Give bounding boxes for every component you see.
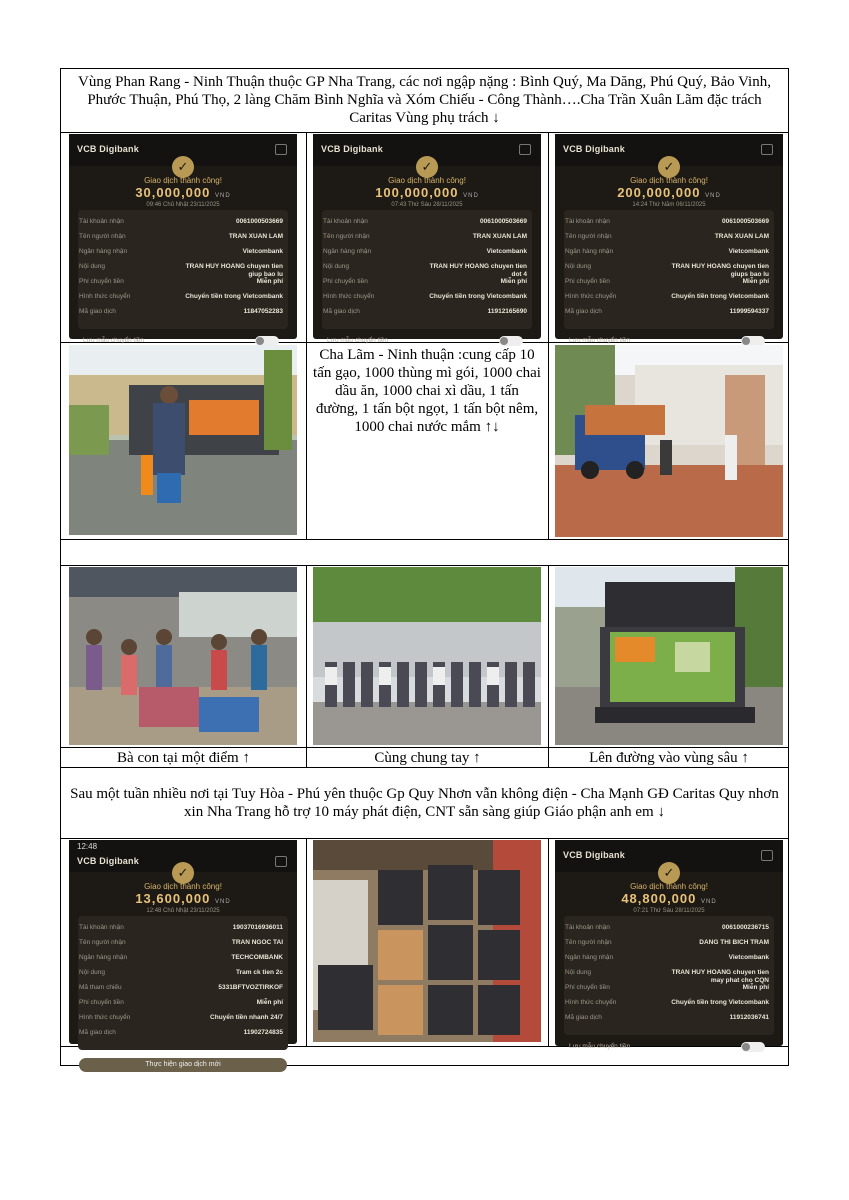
transaction-datetime: 07:43 Thứ Sáu 28/11/2025 [391, 202, 463, 208]
detail-value: Vietcombank [242, 248, 283, 255]
amount-currency: VND [215, 899, 231, 905]
bank-receipt-screenshot [555, 840, 783, 1050]
success-check-icon: ✓ [658, 862, 680, 884]
bank-receipt-screenshot [313, 134, 541, 344]
success-check-icon: ✓ [172, 862, 194, 884]
detail-value: Chuyển tiền trong Vietcombank [671, 999, 769, 1006]
detail-label: Tên người nhận [79, 233, 126, 240]
home-icon[interactable] [275, 144, 287, 155]
transaction-datetime: 09:46 Chủ Nhật 23/11/2025 [146, 202, 220, 208]
section1-heading: Vùng Phan Rang - Ninh Thuận thuộc GP Nha Trang, các nơi ngập nặng : Bình Quý, Ma Dăng, Phú Quý, Bảo Vinh, Phước Thuận, Phú Thọ, 2 làng Chăm Bình Nghĩa và Xóm Chiếu - Công Thành….Cha Trần Xuân Lãm đặc trách Caritas Vùng phụ trách ↓ [78, 74, 771, 126]
success-check-icon: ✓ [658, 156, 680, 178]
detail-value: 0061000503669 [480, 218, 527, 225]
transaction-amount [69, 185, 297, 200]
bank-brand: VCB Digibank [77, 144, 139, 154]
photo-unloading-truck [69, 345, 297, 535]
transaction-datetime: 14:24 Thứ Năm 06/11/2025 [632, 202, 706, 208]
bank-receipt-screenshot [69, 840, 297, 1068]
transaction-status: Giao dịch thành công! [388, 176, 466, 185]
photo-generators-boxes [313, 840, 541, 1042]
detail-label: Hình thức chuyển [323, 293, 375, 300]
detail-value: TRAN XUAN LAM [228, 233, 283, 240]
amount-currency: VND [215, 193, 231, 199]
rule [306, 838, 307, 1046]
detail-value: 11847052283 [243, 308, 283, 315]
home-icon[interactable] [519, 144, 531, 155]
transaction-amount [69, 891, 297, 906]
rule [306, 132, 307, 539]
bank-receipt-screenshot [555, 134, 783, 344]
rule [60, 747, 789, 748]
detail-value: Vietcombank [728, 248, 769, 255]
detail-label: Tên người nhận [565, 233, 612, 240]
detail-label: Mã giao dịch [79, 308, 116, 315]
detail-label: Mã giao dịch [565, 1014, 602, 1021]
amount-currency: VND [705, 193, 721, 199]
detail-label: Ngân hàng nhận [323, 248, 372, 255]
rule [306, 565, 307, 767]
transaction-amount [555, 891, 783, 906]
bank-brand: VCB Digibank [563, 144, 625, 154]
supplies-description: Cha Lãm - Ninh thuận :cung cấp 10 tấn gạo, 1000 thùng mì gói, 1000 chai dầu ăn, 1000 chai xì dầu, 1 tấn đường, 1 tấn bột ngọt, 1 tấn bột nêm, 1000 chai nước mắm ↑↓ [313, 347, 541, 435]
rule [60, 342, 789, 343]
detail-value: 0061000503669 [236, 218, 283, 225]
bank-brand: VCB Digibank [77, 856, 139, 866]
save-template-toggle[interactable] [741, 1042, 765, 1052]
home-icon[interactable] [761, 144, 773, 155]
transaction-datetime: 12:48 Chủ Nhật 23/11/2025 [146, 908, 220, 914]
detail-value: Miễn phí [742, 278, 769, 285]
amount-value: 48,800,000 [621, 891, 697, 906]
detail-value: TRAN HUY HOANG chuyen tien may phat cho CQN [671, 969, 769, 984]
detail-value: Chuyển tiền trong Vietcombank [429, 293, 527, 300]
detail-label: Phí chuyển tiền [79, 999, 124, 1006]
detail-value: 11912165690 [487, 308, 527, 315]
detail-value: TRAN HUY HOANG chuyen tien giups bao lu [671, 263, 769, 278]
detail-label: Ngân hàng nhận [79, 248, 128, 255]
photo-people-gathering [69, 567, 297, 745]
amount-value: 100,000,000 [375, 185, 459, 200]
bank-brand: VCB Digibank [321, 144, 383, 154]
rule [60, 539, 789, 540]
rule [548, 132, 549, 539]
detail-label: Ngân hàng nhận [565, 954, 614, 961]
detail-label: Phí chuyển tiền [79, 278, 124, 285]
detail-value: TRAN HUY HOANG chuyen tien dot 4 [429, 263, 527, 278]
detail-value: 5331BFTVOZTIRKOF [218, 984, 283, 991]
rule [60, 132, 789, 133]
new-transaction-button[interactable]: Thực hiện giao dịch mới [79, 1058, 287, 1072]
photo-group-standing [313, 567, 541, 745]
rule [60, 565, 789, 566]
save-template-label: Lưu mẫu chuyển tiền [569, 1043, 631, 1050]
detail-value: 19037016936011 [232, 924, 283, 931]
detail-value: Chuyển tiền nhanh 24/7 [210, 1014, 283, 1021]
amount-value: 13,600,000 [135, 891, 211, 906]
amount-currency: VND [463, 193, 479, 199]
detail-label: Phí chuyển tiền [565, 984, 610, 991]
rule [60, 838, 789, 839]
detail-value: 0061000503669 [722, 218, 769, 225]
detail-label: Hình thức chuyển [565, 293, 617, 300]
detail-value: Miễn phí [256, 278, 283, 285]
success-check-icon: ✓ [172, 156, 194, 178]
detail-value: 11902724835 [243, 1029, 283, 1036]
detail-value: Miễn phí [500, 278, 527, 285]
save-template-toggle[interactable] [499, 336, 523, 346]
detail-label: Mã giao dịch [565, 308, 602, 315]
save-template-label: Lưu mẫu chuyển tiền [327, 337, 389, 344]
detail-value: Miễn phí [256, 999, 283, 1006]
rule [60, 767, 789, 768]
save-template-label: Lưu mẫu chuyển tiền [569, 337, 631, 344]
detail-label: Tên người nhận [565, 939, 612, 946]
detail-label: Tài khoản nhận [565, 924, 610, 931]
rule [548, 565, 549, 767]
photo-truck-loaded [555, 567, 783, 745]
section2-heading: Sau một tuần nhiều nơi tại Tuy Hòa - Phú yên thuộc Gp Quy Nhơn vẫn không điện - Cha Mạnh GĐ Caritas Quy nhơn xin Nha Trang hỗ trợ 10 máy phát điện, CNT sẵn sàng giúp Giáo phận anh em ↓ [70, 786, 779, 820]
transaction-datetime: 07:21 Thứ Sáu 28/11/2025 [633, 908, 705, 914]
status-bar-clock: 12:48 [77, 842, 98, 851]
detail-label: Tài khoản nhận [565, 218, 610, 225]
transaction-amount [555, 185, 783, 200]
transaction-status: Giao dịch thành công! [630, 176, 708, 185]
detail-label: Mã giao dịch [323, 308, 360, 315]
caption: Lên đường vào vùng sâu ↑ [589, 750, 749, 766]
detail-value: Chuyển tiền trong Vietcombank [671, 293, 769, 300]
detail-value: 0061000236715 [722, 924, 769, 931]
detail-label: Nội dung [79, 969, 106, 976]
bank-brand: VCB Digibank [563, 850, 625, 860]
amount-value: 200,000,000 [617, 185, 701, 200]
success-check-icon: ✓ [416, 156, 438, 178]
detail-label: Tài khoản nhận [79, 924, 124, 931]
detail-label: Mã giao dịch [79, 1029, 116, 1036]
detail-label: Hình thức chuyển [79, 1014, 131, 1021]
detail-value: TRAN XUAN LAM [714, 233, 769, 240]
bank-receipt-screenshot [69, 134, 297, 344]
detail-value: Vietcombank [728, 954, 769, 961]
detail-value: 11999594337 [729, 308, 769, 315]
transaction-amount [313, 185, 541, 200]
transaction-status: Giao dịch thành công! [630, 882, 708, 891]
detail-label: Nội dung [565, 969, 592, 976]
detail-label: Tài khoản nhận [323, 218, 368, 225]
rule [548, 838, 549, 1046]
detail-label: Hình thức chuyển [565, 999, 617, 1006]
detail-value: Vietcombank [486, 248, 527, 255]
detail-value: TRAN XUAN LAM [472, 233, 527, 240]
detail-label: Mã tham chiếu [79, 984, 122, 991]
home-icon[interactable] [275, 856, 287, 867]
detail-label: Nội dung [79, 263, 106, 270]
detail-label: Nội dung [323, 263, 350, 270]
detail-value: 11912036741 [729, 1014, 769, 1021]
detail-value: TECHCOMBANK [231, 954, 283, 961]
detail-label: Hình thức chuyển [79, 293, 131, 300]
detail-label: Tên người nhận [323, 233, 370, 240]
detail-value: DANG THI BICH TRAM [699, 939, 769, 946]
amount-value: 30,000,000 [135, 185, 211, 200]
detail-value: Miễn phí [742, 984, 769, 991]
detail-value: TRAN NGOC TAI [231, 939, 283, 946]
transaction-status: Giao dịch thành công! [144, 176, 222, 185]
detail-label: Ngân hàng nhận [565, 248, 614, 255]
detail-label: Phí chuyển tiền [565, 278, 610, 285]
amount-currency: VND [701, 899, 717, 905]
detail-label: Ngân hàng nhận [79, 954, 128, 961]
detail-value: Tram ck tien 2c [236, 969, 283, 976]
detail-label: Tên người nhận [79, 939, 126, 946]
save-template-label: Lưu mẫu chuyển tiền [83, 337, 145, 344]
detail-value: TRAN HUY HOANG chuyen tien giup bao lu [185, 263, 283, 278]
transaction-status: Giao dịch thành công! [144, 882, 222, 891]
caption: Cùng chung tay ↑ [374, 750, 481, 766]
detail-label: Tài khoản nhận [79, 218, 124, 225]
detail-value: Chuyển tiền trong Vietcombank [185, 293, 283, 300]
caption: Bà con tại một điểm ↑ [117, 750, 250, 766]
photo-loading-supplies [555, 345, 783, 537]
detail-label: Phí chuyển tiền [323, 278, 368, 285]
detail-label: Nội dung [565, 263, 592, 270]
home-icon[interactable] [761, 850, 773, 861]
